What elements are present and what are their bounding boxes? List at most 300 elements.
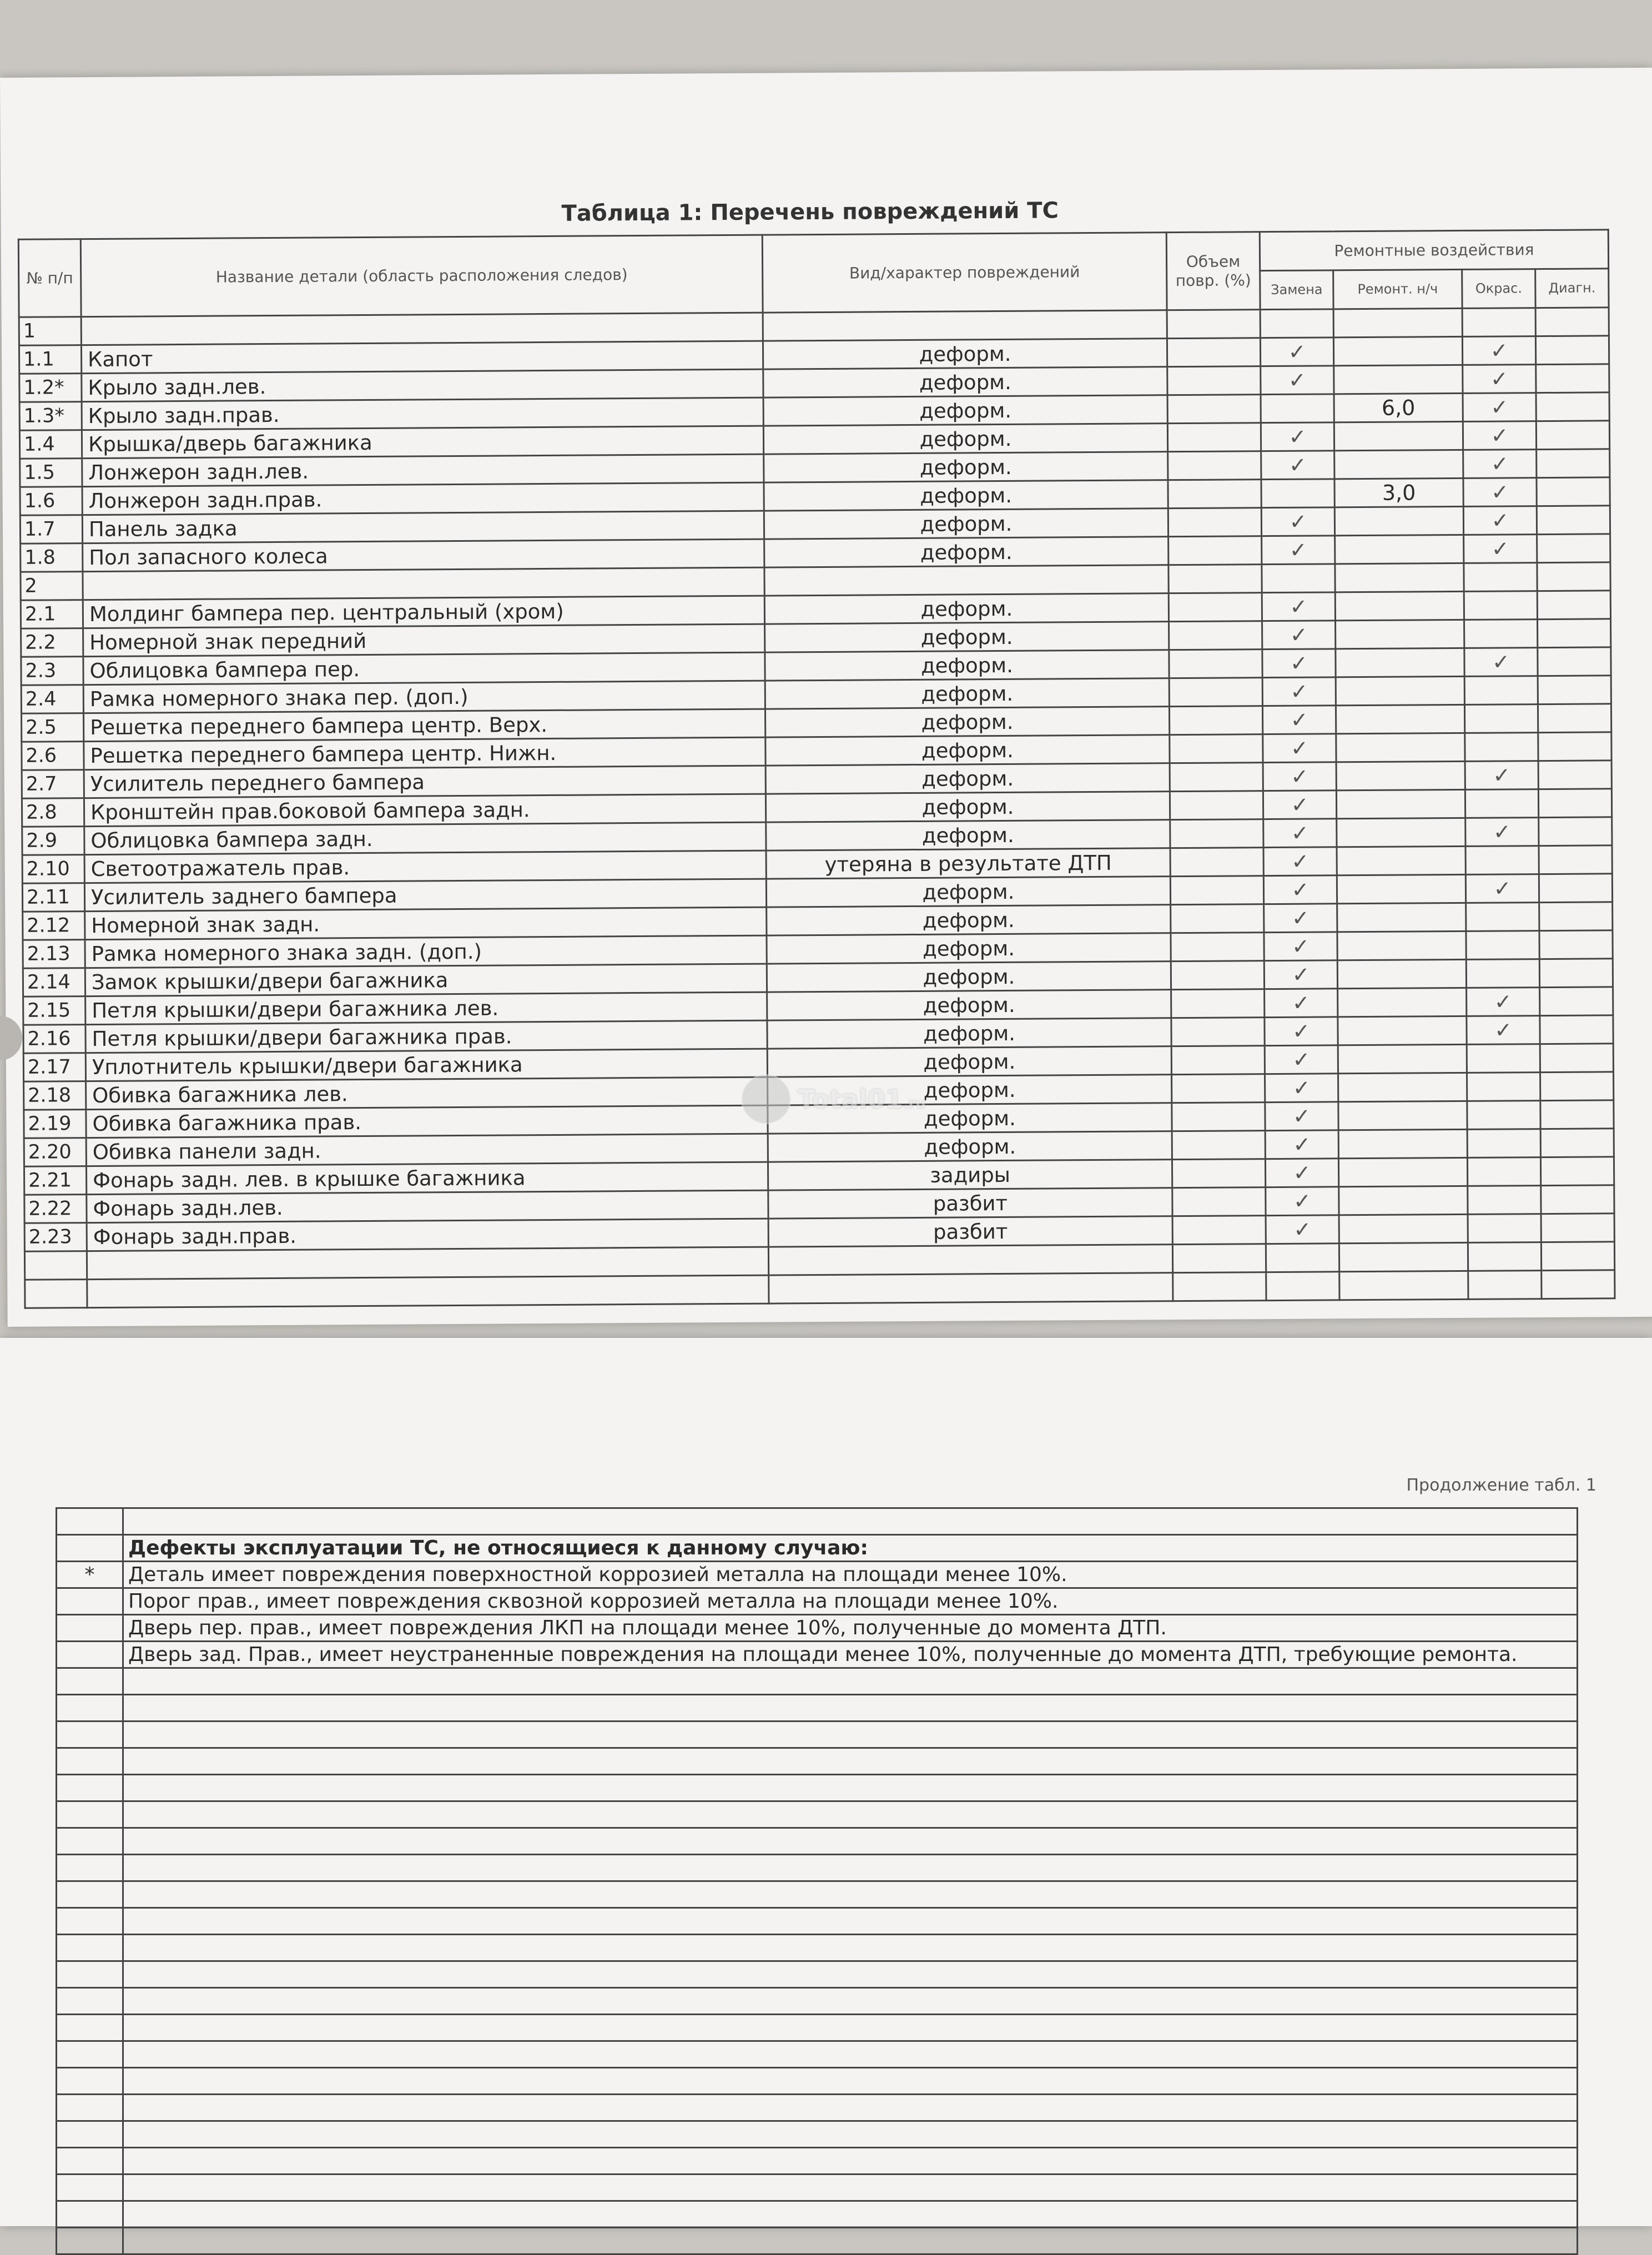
row-paint (1464, 704, 1538, 733)
row-replace (1261, 394, 1334, 423)
row-damage: деформ. (767, 1046, 1171, 1077)
row-damage: деформ. (767, 933, 1171, 964)
row-num: 2.13 (23, 940, 85, 969)
row-paint (1468, 1214, 1541, 1243)
row-text (123, 2175, 1578, 2201)
empty-cell (24, 1251, 87, 1280)
row-marker (57, 1881, 123, 1908)
row-damage: деформ. (764, 593, 1169, 624)
row-replace: ✓ (1262, 592, 1335, 621)
row-repair-nh (1338, 1129, 1467, 1158)
row-damage: деформ. (765, 792, 1170, 822)
row-name: Усилитель заднего бампера (84, 879, 766, 912)
row-num: 2.5 (21, 713, 83, 742)
empty-row (57, 2068, 1578, 2095)
row-name: Петля крышки/двери багажника лев. (85, 992, 767, 1025)
row-volume (1167, 310, 1260, 339)
row-volume (1172, 1216, 1266, 1245)
row-replace: ✓ (1262, 677, 1336, 706)
row-num: 2.16 (23, 1025, 85, 1054)
row-num: 1 (19, 317, 81, 346)
row-paint (1465, 789, 1538, 818)
row-paint: ✓ (1463, 450, 1537, 479)
row-marker (57, 2148, 123, 2175)
header-volume: Объем повр. (%) (1166, 232, 1260, 310)
header-replace: Замена (1260, 270, 1333, 310)
row-text (123, 2041, 1578, 2068)
row-num: 2.23 (24, 1223, 87, 1252)
header-paint: Окрас. (1462, 269, 1535, 309)
row-name: Фонарь задн. лев. в крышке багажника (86, 1162, 768, 1195)
row-text: Порог прав., имеет повреждения сквозной коррозией металла на площади менее 10%. (123, 1588, 1578, 1615)
row-volume (1171, 933, 1264, 962)
row-replace: ✓ (1262, 649, 1336, 678)
row-text (123, 1508, 1578, 1535)
row-name: Замок крышки/двери багажника (85, 964, 767, 996)
row-num: 1.8 (21, 543, 83, 572)
row-paint (1466, 931, 1539, 960)
row-diag (1538, 704, 1611, 733)
row-name: Усилитель переднего бампера (84, 766, 765, 798)
row-damage (763, 310, 1167, 341)
row-diag (1540, 1015, 1613, 1044)
defect-row (57, 1615, 1578, 1642)
row-repair-nh (1339, 1214, 1468, 1243)
row-damage: деформ. (764, 537, 1169, 567)
continuation-label: Продолжение табл. 1 (1406, 1476, 1596, 1495)
damage-table (18, 229, 1616, 1308)
empty-cell (1266, 1272, 1339, 1301)
empty-cell (1339, 1271, 1468, 1300)
empty-row (57, 2095, 1578, 2121)
defects-table (56, 1507, 1578, 2255)
row-paint (1464, 676, 1538, 705)
row-name: Крышка/дверь багажника (82, 426, 763, 459)
empty-row (57, 1775, 1578, 1801)
row-volume (1169, 678, 1262, 707)
header-repair-nh: Ремонт. н/ч (1333, 269, 1462, 309)
row-repair-nh (1334, 365, 1463, 394)
row-volume (1167, 338, 1260, 367)
row-diag (1537, 534, 1610, 563)
header-damage: Вид/характер повреждений (762, 233, 1167, 313)
row-marker (57, 2228, 123, 2254)
watermark-text: Total01.ru (798, 1084, 926, 1114)
row-paint (1467, 1044, 1540, 1073)
row-text (123, 2068, 1578, 2095)
row-volume (1169, 706, 1262, 735)
row-num: 2.19 (24, 1110, 86, 1139)
row-marker (57, 1961, 123, 1988)
row-volume (1172, 1187, 1266, 1216)
row-repair-nh: 3,0 (1334, 478, 1463, 507)
empty-row (57, 2121, 1578, 2148)
row-name: Крыло задн.лев. (82, 369, 763, 402)
empty-cell (87, 1275, 769, 1308)
row-marker (57, 1722, 123, 1748)
row-damage: деформ. (763, 395, 1167, 426)
row-num: 2.2 (21, 628, 83, 657)
row-num: 2.1 (21, 600, 83, 629)
row-paint: ✓ (1464, 535, 1537, 563)
row-num: 2.21 (24, 1166, 86, 1195)
row-replace: ✓ (1265, 1102, 1338, 1131)
row-damage: деформ. (763, 367, 1167, 397)
row-name: Обивка багажника лев. (86, 1077, 768, 1110)
row-name: Облицовка бампера задн. (84, 822, 766, 855)
row-paint (1467, 1073, 1540, 1101)
row-repair-nh (1336, 676, 1464, 705)
row-paint (1467, 1129, 1540, 1158)
defects-table-body (57, 1508, 1578, 2254)
empty-cell (1266, 1244, 1339, 1272)
row-replace: ✓ (1263, 734, 1336, 763)
empty-cell (769, 1273, 1173, 1303)
row-diag (1539, 930, 1613, 959)
row-name: Рамка номерного знака задн. (доп.) (85, 935, 767, 968)
row-damage: деформ. (763, 339, 1167, 369)
row-text (123, 1855, 1578, 1881)
empty-row (57, 1855, 1578, 1881)
row-damage: разбит (768, 1188, 1172, 1219)
row-paint (1465, 733, 1538, 762)
row-marker (57, 2068, 123, 2095)
row-damage: деформ. (765, 735, 1170, 766)
row-volume (1168, 480, 1261, 509)
continuation-sheet (0, 1338, 1652, 2226)
row-volume (1167, 423, 1261, 452)
row-marker (57, 2041, 123, 2068)
row-name: Фонарь задн.прав. (87, 1219, 768, 1251)
row-paint (1462, 308, 1535, 337)
row-paint: ✓ (1467, 988, 1540, 1016)
row-marker (57, 1935, 123, 1961)
row-num: 2.12 (23, 912, 85, 940)
row-damage (764, 565, 1169, 596)
row-damage: деформ. (765, 622, 1169, 652)
empty-row (57, 1988, 1578, 2015)
row-repair-nh (1337, 931, 1466, 960)
row-damage: деформ. (767, 1018, 1171, 1049)
row-replace: ✓ (1262, 706, 1336, 734)
row-num: 2.4 (21, 685, 83, 714)
row-repair-nh (1336, 620, 1464, 648)
row-num: 2.15 (23, 996, 85, 1025)
row-damage: деформ. (765, 707, 1169, 737)
row-volume (1172, 1074, 1265, 1103)
row-text (123, 1908, 1578, 1935)
row-replace: ✓ (1261, 507, 1334, 536)
damage-table-body (19, 308, 1615, 1308)
row-num: 2.8 (22, 798, 84, 827)
row-text: Дефекты эксплуатации ТС, не относящиеся к данному случаю: (123, 1535, 1578, 1562)
row-damage: деформ. (768, 1131, 1172, 1162)
row-marker (57, 1775, 123, 1801)
row-num: 1.2* (19, 374, 82, 402)
row-replace: ✓ (1264, 960, 1337, 989)
row-diag (1541, 1214, 1614, 1242)
empty-row (57, 1668, 1578, 1695)
defect-row (57, 1588, 1578, 1615)
row-repair-nh (1336, 789, 1465, 818)
row-repair-nh (1338, 988, 1467, 1016)
row-diag (1539, 845, 1612, 874)
row-paint: ✓ (1467, 1016, 1540, 1045)
row-text: Дверь пер. прав., имеет повреждения ЛКП на площади менее 10%, полученные до момента ДТП. (123, 1615, 1578, 1642)
row-marker (57, 1855, 123, 1881)
row-repair-nh (1334, 450, 1463, 479)
row-name: Решетка переднего бампера центр. Нижн. (84, 737, 765, 770)
row-repair-nh (1335, 591, 1464, 620)
row-name: Пол запасного колеса (83, 539, 764, 572)
row-marker (57, 2201, 123, 2228)
row-repair-nh (1333, 308, 1462, 337)
empty-row (57, 1908, 1578, 1935)
empty-cell (1172, 1244, 1266, 1273)
header-num: № п/п (18, 239, 81, 318)
row-num: 1.6 (20, 487, 82, 516)
row-diag (1536, 421, 1609, 450)
row-repair-nh (1338, 1073, 1467, 1101)
row-volume (1171, 1046, 1265, 1075)
row-damage: деформ. (765, 678, 1169, 709)
row-name: Облицовка бампера пер. (83, 652, 765, 685)
empty-cell (1468, 1271, 1542, 1300)
row-damage: разбит (768, 1216, 1172, 1247)
row-repair-nh (1337, 959, 1466, 988)
row-paint: ✓ (1465, 818, 1539, 847)
row-marker (57, 2015, 123, 2041)
row-name: Уплотнитель крышки/двери багажника (85, 1049, 767, 1081)
empty-row (57, 1722, 1578, 1748)
row-marker (57, 2175, 123, 2201)
empty-row (57, 1748, 1578, 1775)
row-volume (1171, 904, 1264, 933)
row-repair-nh (1334, 506, 1463, 535)
row-volume (1172, 1159, 1265, 1188)
row-volume (1171, 1018, 1265, 1046)
row-marker (57, 1615, 123, 1642)
row-replace: ✓ (1265, 1017, 1338, 1046)
row-damage: утеряна в результате ДТП (766, 848, 1170, 879)
row-name: Обивка багажника прав. (86, 1105, 768, 1138)
row-volume (1167, 366, 1261, 395)
row-name: Лонжерон задн.прав. (82, 482, 764, 515)
row-paint: ✓ (1463, 506, 1537, 535)
empty-cell (1468, 1242, 1541, 1271)
row-damage: деформ. (764, 452, 1168, 482)
row-marker (57, 1535, 123, 1562)
row-repair-nh (1337, 903, 1466, 932)
row-diag (1538, 647, 1611, 676)
row-marker (57, 1988, 123, 2015)
row-volume (1170, 734, 1263, 763)
row-marker (57, 1801, 123, 1828)
row-replace: ✓ (1266, 1215, 1339, 1244)
row-paint (1468, 1186, 1541, 1215)
row-replace: ✓ (1261, 422, 1334, 451)
empty-row (57, 2041, 1578, 2068)
row-diag (1537, 449, 1610, 478)
row-name: Номерной знак передний (83, 624, 765, 657)
row-marker (57, 1908, 123, 1935)
row-replace: ✓ (1263, 819, 1337, 848)
header-repair-group: Ремонтные воздействия (1260, 230, 1608, 271)
row-diag (1540, 1072, 1613, 1101)
row-replace: ✓ (1264, 932, 1337, 961)
row-diag (1539, 902, 1613, 931)
row-volume (1169, 593, 1262, 622)
row-marker (57, 1695, 123, 1722)
empty-row (57, 2175, 1578, 2201)
row-volume (1170, 876, 1263, 905)
row-num: 2.17 (23, 1053, 85, 1082)
row-replace: ✓ (1263, 847, 1337, 876)
row-replace: ✓ (1263, 762, 1336, 791)
row-replace: ✓ (1262, 621, 1336, 650)
row-text (123, 1801, 1578, 1828)
row-diag (1536, 364, 1609, 393)
row-damage: деформ. (767, 905, 1171, 935)
row-text (123, 2201, 1578, 2228)
row-volume (1170, 848, 1263, 877)
row-paint (1464, 620, 1538, 648)
row-repair-nh (1336, 761, 1465, 790)
row-num: 2.18 (24, 1081, 86, 1110)
row-replace: ✓ (1263, 791, 1336, 819)
row-num: 1.5 (20, 459, 82, 487)
row-damage: деформ. (765, 650, 1169, 681)
row-text (123, 2228, 1578, 2254)
row-name: Крыло задн.прав. (82, 397, 763, 430)
row-name: Номерной знак задн. (85, 907, 767, 940)
row-diag (1537, 477, 1610, 506)
row-name: Светоотражатель прав. (84, 850, 766, 883)
row-paint: ✓ (1463, 421, 1536, 450)
row-repair-nh (1335, 563, 1464, 592)
empty-row (57, 1801, 1578, 1828)
row-damage: деформ. (764, 509, 1168, 539)
defect-row (57, 1562, 1578, 1588)
row-diag (1540, 1044, 1613, 1073)
row-num: 2.20 (24, 1138, 86, 1167)
row-damage: деформ. (768, 1075, 1172, 1105)
table-title: Таблица 1: Перечень повреждений ТС (561, 198, 1059, 226)
row-replace: ✓ (1260, 338, 1333, 366)
row-num: 2.7 (22, 770, 84, 799)
row-repair-nh (1336, 648, 1464, 677)
row-name: Решетка переднего бампера центр. Верх. (83, 709, 765, 742)
empty-cell (1173, 1272, 1266, 1301)
empty-row (57, 1935, 1578, 1961)
row-diag (1540, 1100, 1614, 1129)
row-paint (1464, 563, 1537, 592)
empty-cell (87, 1247, 768, 1280)
empty-row (57, 2015, 1578, 2041)
row-diag (1540, 1157, 1614, 1186)
empty-row (57, 2228, 1578, 2254)
row-name: Молдинг бампера пер. центральный (хром) (83, 596, 764, 628)
row-num: 1.7 (20, 515, 82, 544)
row-name: Капот (81, 341, 763, 374)
row-repair-nh (1334, 421, 1463, 450)
row-num: 2.11 (22, 883, 84, 912)
row-diag (1536, 392, 1609, 421)
row-text (123, 1722, 1578, 1748)
row-name: Фонарь задн.лев. (87, 1190, 768, 1223)
row-repair-nh (1333, 336, 1462, 365)
row-text (123, 2095, 1578, 2121)
row-damage: задиры (768, 1160, 1172, 1190)
row-damage: деформ. (766, 820, 1170, 850)
row-damage: деформ. (763, 424, 1167, 454)
row-diag (1541, 1185, 1614, 1214)
row-text (123, 1881, 1578, 1908)
row-text (123, 1668, 1578, 1695)
row-num: 2.14 (23, 968, 85, 997)
header-name: Название детали (область расположения следов) (80, 235, 763, 316)
row-num: 1.1 (19, 345, 81, 374)
row-paint: ✓ (1465, 874, 1539, 903)
row-damage: деформ. (767, 990, 1171, 1020)
row-diag (1538, 789, 1611, 818)
row-replace (1262, 564, 1335, 593)
row-text (123, 1748, 1578, 1775)
row-text (123, 1935, 1578, 1961)
row-paint: ✓ (1463, 478, 1537, 507)
row-diag (1540, 1129, 1614, 1157)
row-diag (1538, 676, 1611, 704)
watermark-logo-icon (741, 1074, 791, 1124)
empty-row (57, 2201, 1578, 2228)
row-repair-nh (1337, 874, 1465, 903)
damage-list-sheet (0, 68, 1652, 1327)
row-diag (1537, 591, 1610, 620)
row-num: 1.4 (19, 430, 82, 459)
row-marker (57, 1642, 123, 1668)
row-paint: ✓ (1465, 761, 1538, 790)
row-repair-nh (1338, 1016, 1467, 1045)
defects-heading-row (57, 1535, 1578, 1562)
row-num: 2.10 (22, 855, 84, 884)
row-name: Петля крышки/двери багажника прав. (85, 1020, 767, 1053)
row-replace: ✓ (1261, 451, 1334, 480)
row-replace: ✓ (1265, 989, 1338, 1018)
row-diag (1540, 987, 1613, 1016)
row-volume (1171, 961, 1264, 990)
row-marker (57, 1668, 123, 1695)
row-volume (1170, 791, 1263, 820)
row-paint: ✓ (1463, 365, 1536, 394)
row-volume (1171, 989, 1265, 1018)
row-num: 2.6 (22, 742, 84, 771)
row-paint (1464, 591, 1537, 620)
empty-cell (1542, 1270, 1615, 1299)
row-paint (1467, 1157, 1540, 1186)
row-text (123, 1695, 1578, 1722)
row-paint: ✓ (1464, 648, 1538, 677)
row-repair-nh (1336, 704, 1464, 733)
row-replace: ✓ (1265, 1045, 1338, 1074)
row-diag (1538, 761, 1611, 789)
row-name: Кронштейн прав.боковой бампера задн. (84, 794, 765, 827)
row-marker (57, 1828, 123, 1855)
row-text (123, 2148, 1578, 2175)
empty-row (57, 1695, 1578, 1722)
row-paint (1466, 959, 1539, 988)
empty-row (57, 1508, 1578, 1535)
row-marker (57, 2095, 123, 2121)
